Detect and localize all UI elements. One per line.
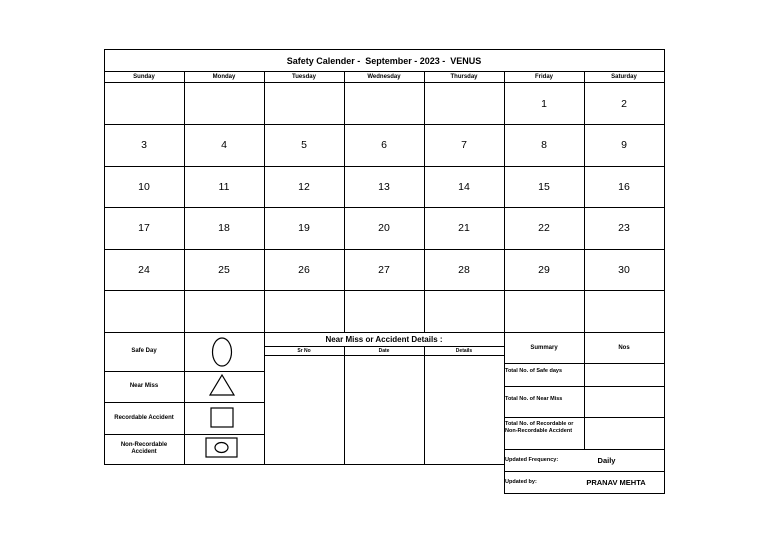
grid-line [104, 464, 265, 465]
day-cell[interactable]: 14 [458, 180, 470, 193]
day-cell[interactable]: 24 [138, 263, 150, 276]
day-cell[interactable] [584, 290, 664, 332]
grid-line [104, 71, 665, 72]
near-miss-col-date: Date [378, 348, 390, 354]
day-cell[interactable]: 6 [381, 139, 387, 151]
weekday-header-thursday: Thursday [450, 74, 478, 80]
day-cell[interactable]: 1 [541, 97, 547, 110]
weekday-header-friday: Friday [534, 74, 553, 80]
day-cell[interactable]: 21 [458, 222, 470, 234]
day-cell[interactable] [424, 83, 504, 124]
day-cell[interactable]: 16 [618, 180, 630, 193]
legend-label-near-miss: Near Miss [129, 383, 159, 389]
day-cell[interactable] [504, 290, 584, 332]
grid-line [264, 464, 505, 465]
grid-line [424, 71, 425, 333]
ellipse-icon [213, 338, 232, 366]
weekday-header-monday: Monday [212, 74, 236, 80]
grid-line [344, 71, 345, 333]
grid-line [264, 346, 505, 347]
summary-value-updated-frequency: Daily [597, 455, 616, 465]
summary-header-value: Nos [618, 344, 630, 351]
grid-line [504, 332, 505, 494]
day-cell[interactable]: 9 [621, 139, 627, 151]
square-icon [211, 408, 233, 427]
day-cell[interactable]: 8 [541, 139, 547, 151]
day-cell[interactable] [184, 83, 264, 124]
day-cell[interactable]: 23 [618, 222, 630, 234]
grid-line [184, 332, 185, 465]
day-cell[interactable]: 17 [138, 222, 150, 234]
day-cell[interactable]: 3 [141, 139, 147, 151]
day-cell[interactable]: 7 [461, 139, 467, 151]
grid-line [104, 290, 665, 291]
day-cell[interactable]: 30 [618, 263, 630, 276]
day-cell[interactable]: 12 [298, 180, 310, 193]
grid-line [504, 493, 665, 494]
grid-line [504, 449, 665, 450]
day-cell[interactable]: 28 [458, 263, 470, 276]
grid-line [264, 332, 265, 465]
day-cell[interactable]: 4 [221, 139, 227, 151]
grid-line [104, 166, 665, 167]
triangle-icon [210, 375, 234, 395]
summary-value-updated-by: PRANAV MEHTA [586, 477, 646, 487]
grid-line [504, 71, 505, 333]
summary-label-near-miss: Total No. of Near Miss [505, 396, 563, 402]
grid-line [104, 49, 665, 50]
summary-label-updated-frequency: Updated Frequency: [505, 457, 559, 463]
grid-line [504, 386, 665, 387]
weekday-header-saturday: Saturday [611, 74, 637, 80]
legend-label-safe-day: Safe Day [131, 348, 157, 354]
day-cell[interactable]: 25 [218, 263, 230, 276]
grid-line [104, 82, 665, 83]
near-miss-title: Near Miss or Accident Details : [325, 334, 443, 344]
grid-line [104, 434, 265, 435]
day-cell[interactable] [104, 290, 184, 332]
day-cell[interactable]: 22 [538, 222, 550, 234]
day-cell[interactable]: 5 [301, 139, 307, 151]
day-cell[interactable] [184, 290, 264, 332]
summary-label-updated-by: Updated by: [505, 479, 537, 485]
grid-line [504, 417, 665, 418]
grid-line [264, 71, 265, 333]
grid-line [104, 124, 665, 125]
day-cell[interactable]: 11 [218, 180, 230, 193]
day-cell[interactable] [264, 290, 344, 332]
day-cell[interactable]: 15 [538, 180, 550, 193]
weekday-header-tuesday: Tuesday [292, 74, 316, 80]
day-cell[interactable]: 27 [378, 263, 390, 276]
weekday-header-sunday: Sunday [133, 74, 155, 80]
weekday-header-wednesday: Wednesday [367, 74, 401, 80]
day-cell[interactable] [344, 83, 424, 124]
grid-line [104, 207, 665, 208]
day-cell[interactable] [264, 83, 344, 124]
day-cell[interactable]: 26 [298, 263, 310, 276]
legend-label-recordable-accident: Recordable Accident [114, 414, 174, 421]
grid-line [584, 71, 585, 333]
legend-symbols [184, 332, 264, 465]
grid-line [504, 363, 665, 364]
day-cell[interactable] [104, 83, 184, 124]
day-cell[interactable]: 29 [538, 263, 550, 276]
grid-line [344, 346, 345, 465]
grid-line [264, 355, 505, 356]
grid-line [104, 402, 265, 403]
summary-label-safe-days: Total No. of Safe days [505, 368, 563, 374]
grid-line [104, 332, 665, 333]
grid-line [184, 71, 185, 333]
grid-line [584, 332, 585, 450]
day-cell[interactable]: 18 [218, 222, 230, 234]
grid-line [504, 471, 665, 472]
grid-line [104, 249, 665, 250]
near-miss-col-details: Details [455, 348, 473, 354]
grid-line [664, 49, 665, 494]
grid-line [424, 346, 425, 465]
day-cell[interactable] [424, 290, 504, 332]
day-cell[interactable]: 2 [621, 97, 627, 110]
day-cell[interactable]: 13 [378, 180, 390, 193]
calendar-title: Safety Calender - September - 2023 - VENUS [286, 55, 482, 66]
day-cell[interactable] [344, 290, 424, 332]
circle-in-square-icon [206, 438, 237, 457]
day-cell[interactable]: 20 [378, 222, 390, 234]
day-cell[interactable]: 10 [138, 180, 150, 193]
grid-line [184, 371, 265, 372]
circle-in-square-inner-icon [215, 443, 228, 453]
day-cell[interactable]: 19 [298, 222, 310, 234]
legend-label-non-recordable-accident: Non-Recordable Accident [120, 442, 168, 455]
summary-header-label: Summary [530, 344, 558, 351]
near-miss-col-sr-no: Sr No [297, 348, 311, 354]
grid-line [104, 371, 185, 372]
summary-label-accidents: Total No. of Recordable or Non-Recordable Accident [505, 421, 574, 434]
